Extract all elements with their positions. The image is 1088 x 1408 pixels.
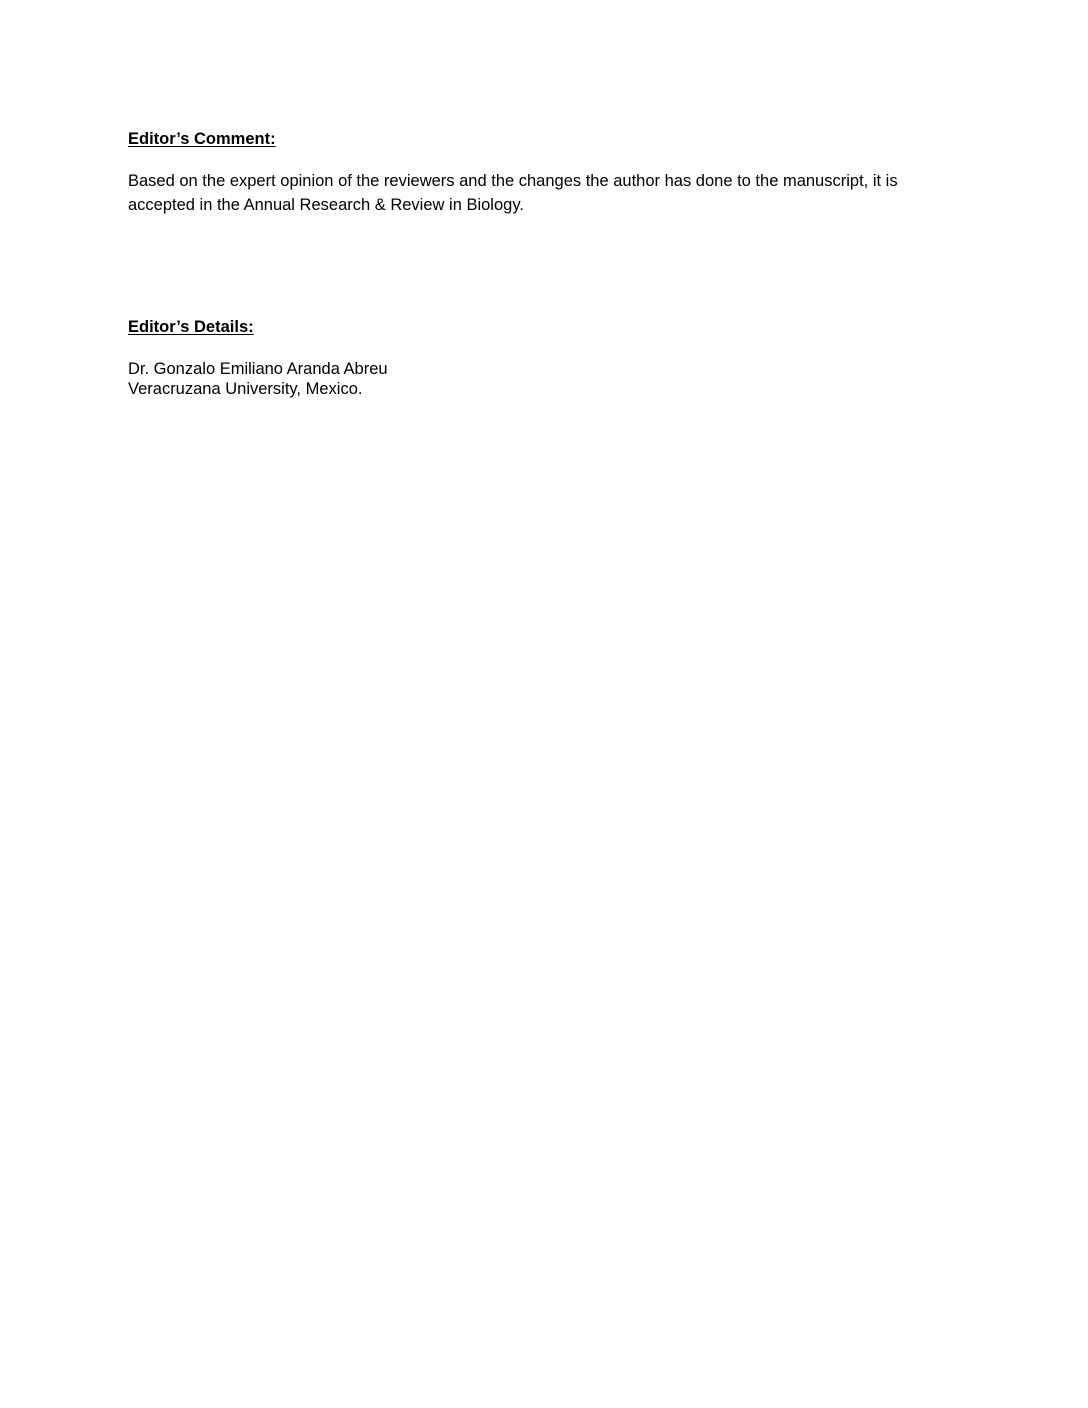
editor-comment-text xyxy=(128,169,988,217)
editor-name: Dr. Gonzalo Emiliano Aranda Abreu xyxy=(128,360,388,378)
comment-line-1: Based on the expert opinion of the reviewers and the changes the author has done to the manuscript, it is xyxy=(128,172,898,190)
editor-affiliation: Veracruzana University, Mexico. xyxy=(128,380,363,398)
editor-comment-heading: Editor’s Comment: xyxy=(128,130,276,148)
editor-details-block xyxy=(128,359,388,399)
editor-details-heading: Editor’s Details: xyxy=(128,318,254,336)
comment-line-2: accepted in the Annual Research & Review in Biology. xyxy=(128,196,524,214)
